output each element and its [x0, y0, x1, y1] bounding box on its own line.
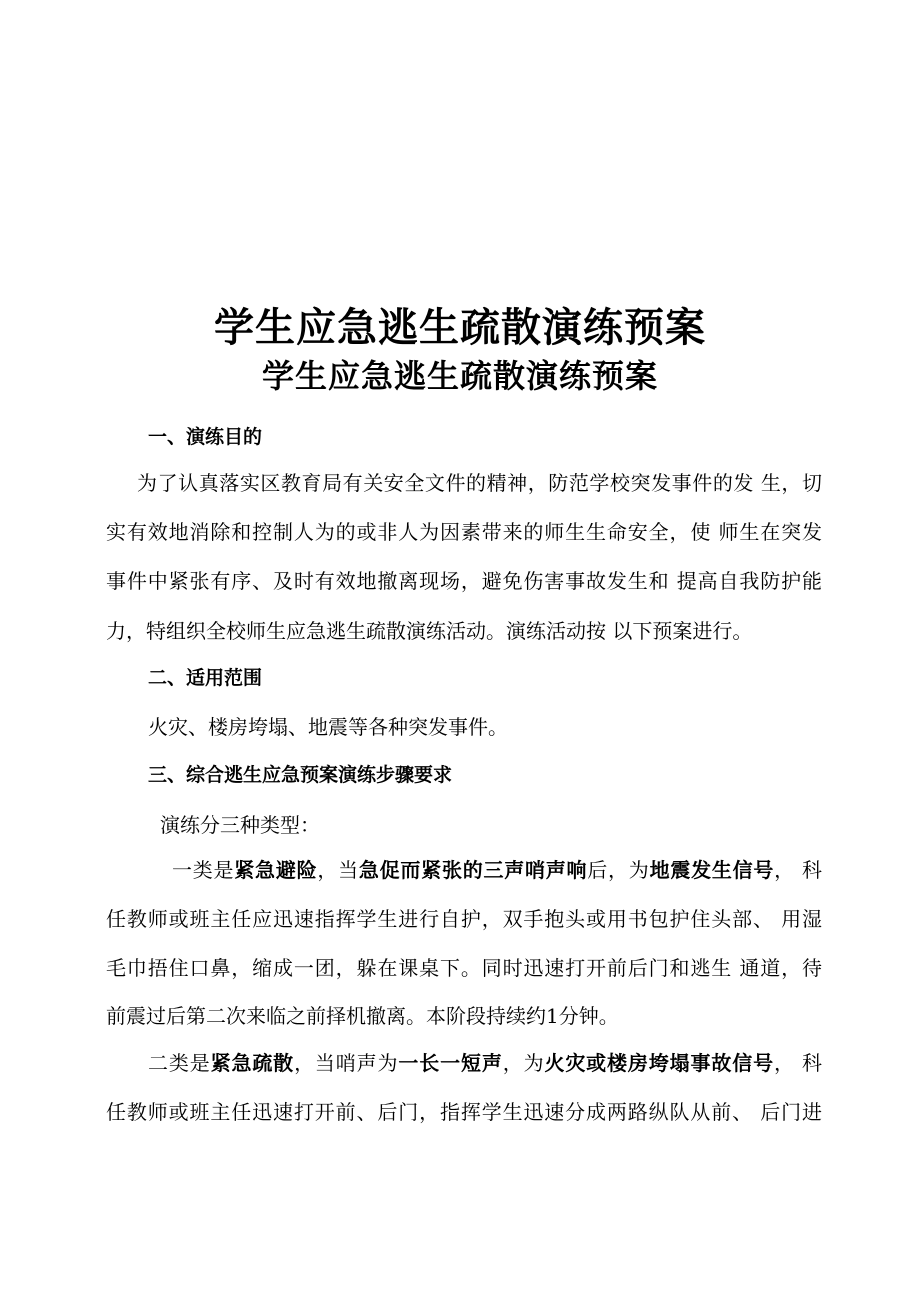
section-heading-scope: 二、适用范围 — [148, 667, 263, 689]
paragraph-line: 任教师或班主任应迅速指挥学生进行自护，双手抱头或用书包护住头部、 用湿 — [106, 907, 822, 931]
paragraph-line: 前震过后第二次来临之前择机撤离。本阶段持续约1分钟。 — [106, 1004, 619, 1028]
document-title: 学生应急逃生疏散演练预案 — [214, 305, 706, 351]
drill-types-intro: 演练分三种类型： — [160, 813, 320, 837]
emphasis-text: 紧急避险 — [234, 858, 318, 882]
paragraph-line: 事件中紧张有序、及时有效地撤离现场，避免伤害事故发生和 提高自我防护能 — [106, 569, 822, 593]
paragraph-line: 毛巾捂住口鼻，缩成一团，躲在课桌下。同时迅速打开前后门和逃生 通道，待 — [106, 956, 822, 980]
type1-first-line: 一类是紧急避险，当急促而紧张的三声哨声响后，为地震发生信号， 科 — [172, 858, 823, 882]
emphasis-text: 一长一短声 — [398, 1051, 503, 1075]
paragraph-line: 实有效地消除和控制人为的或非人为因素带来的师生生命安全，使 师生在突发 — [106, 520, 822, 544]
emphasis-text: 地震发生信号 — [649, 858, 775, 882]
type2-first-line: 二类是紧急疏散，当哨声为一长一短声，为火灾或楼房垮塌事故信号， 科 — [148, 1051, 823, 1075]
emphasis-text: 急促而紧张的三声哨声响 — [358, 858, 588, 882]
section-heading-steps: 三、综合逃生应急预案演练步骤要求 — [148, 764, 453, 786]
document-subtitle: 学生应急逃生疏散演练预案 — [261, 357, 658, 395]
emphasis-text: 紧急疏散 — [210, 1051, 295, 1075]
paragraph-line: 为了认真落实区教育局有关安全文件的精神，防范学校突发事件的发 生，切 — [137, 471, 822, 495]
paragraph-line: 力，特组织全校师生应急逃生疏散演练活动。演练活动按 以下预案进行。 — [106, 619, 753, 643]
emphasis-text: 火灾或楼房垮塌事故信号 — [544, 1051, 774, 1075]
paragraph-line: 任教师或班主任迅速打开前、后门，指挥学生迅速分成两路纵队从前、 后门进 — [106, 1100, 822, 1124]
section-heading-purpose: 一、演练目的 — [148, 426, 263, 448]
scope-text: 火灾、楼房垮塌、地震等各种突发事件。 — [148, 715, 508, 739]
